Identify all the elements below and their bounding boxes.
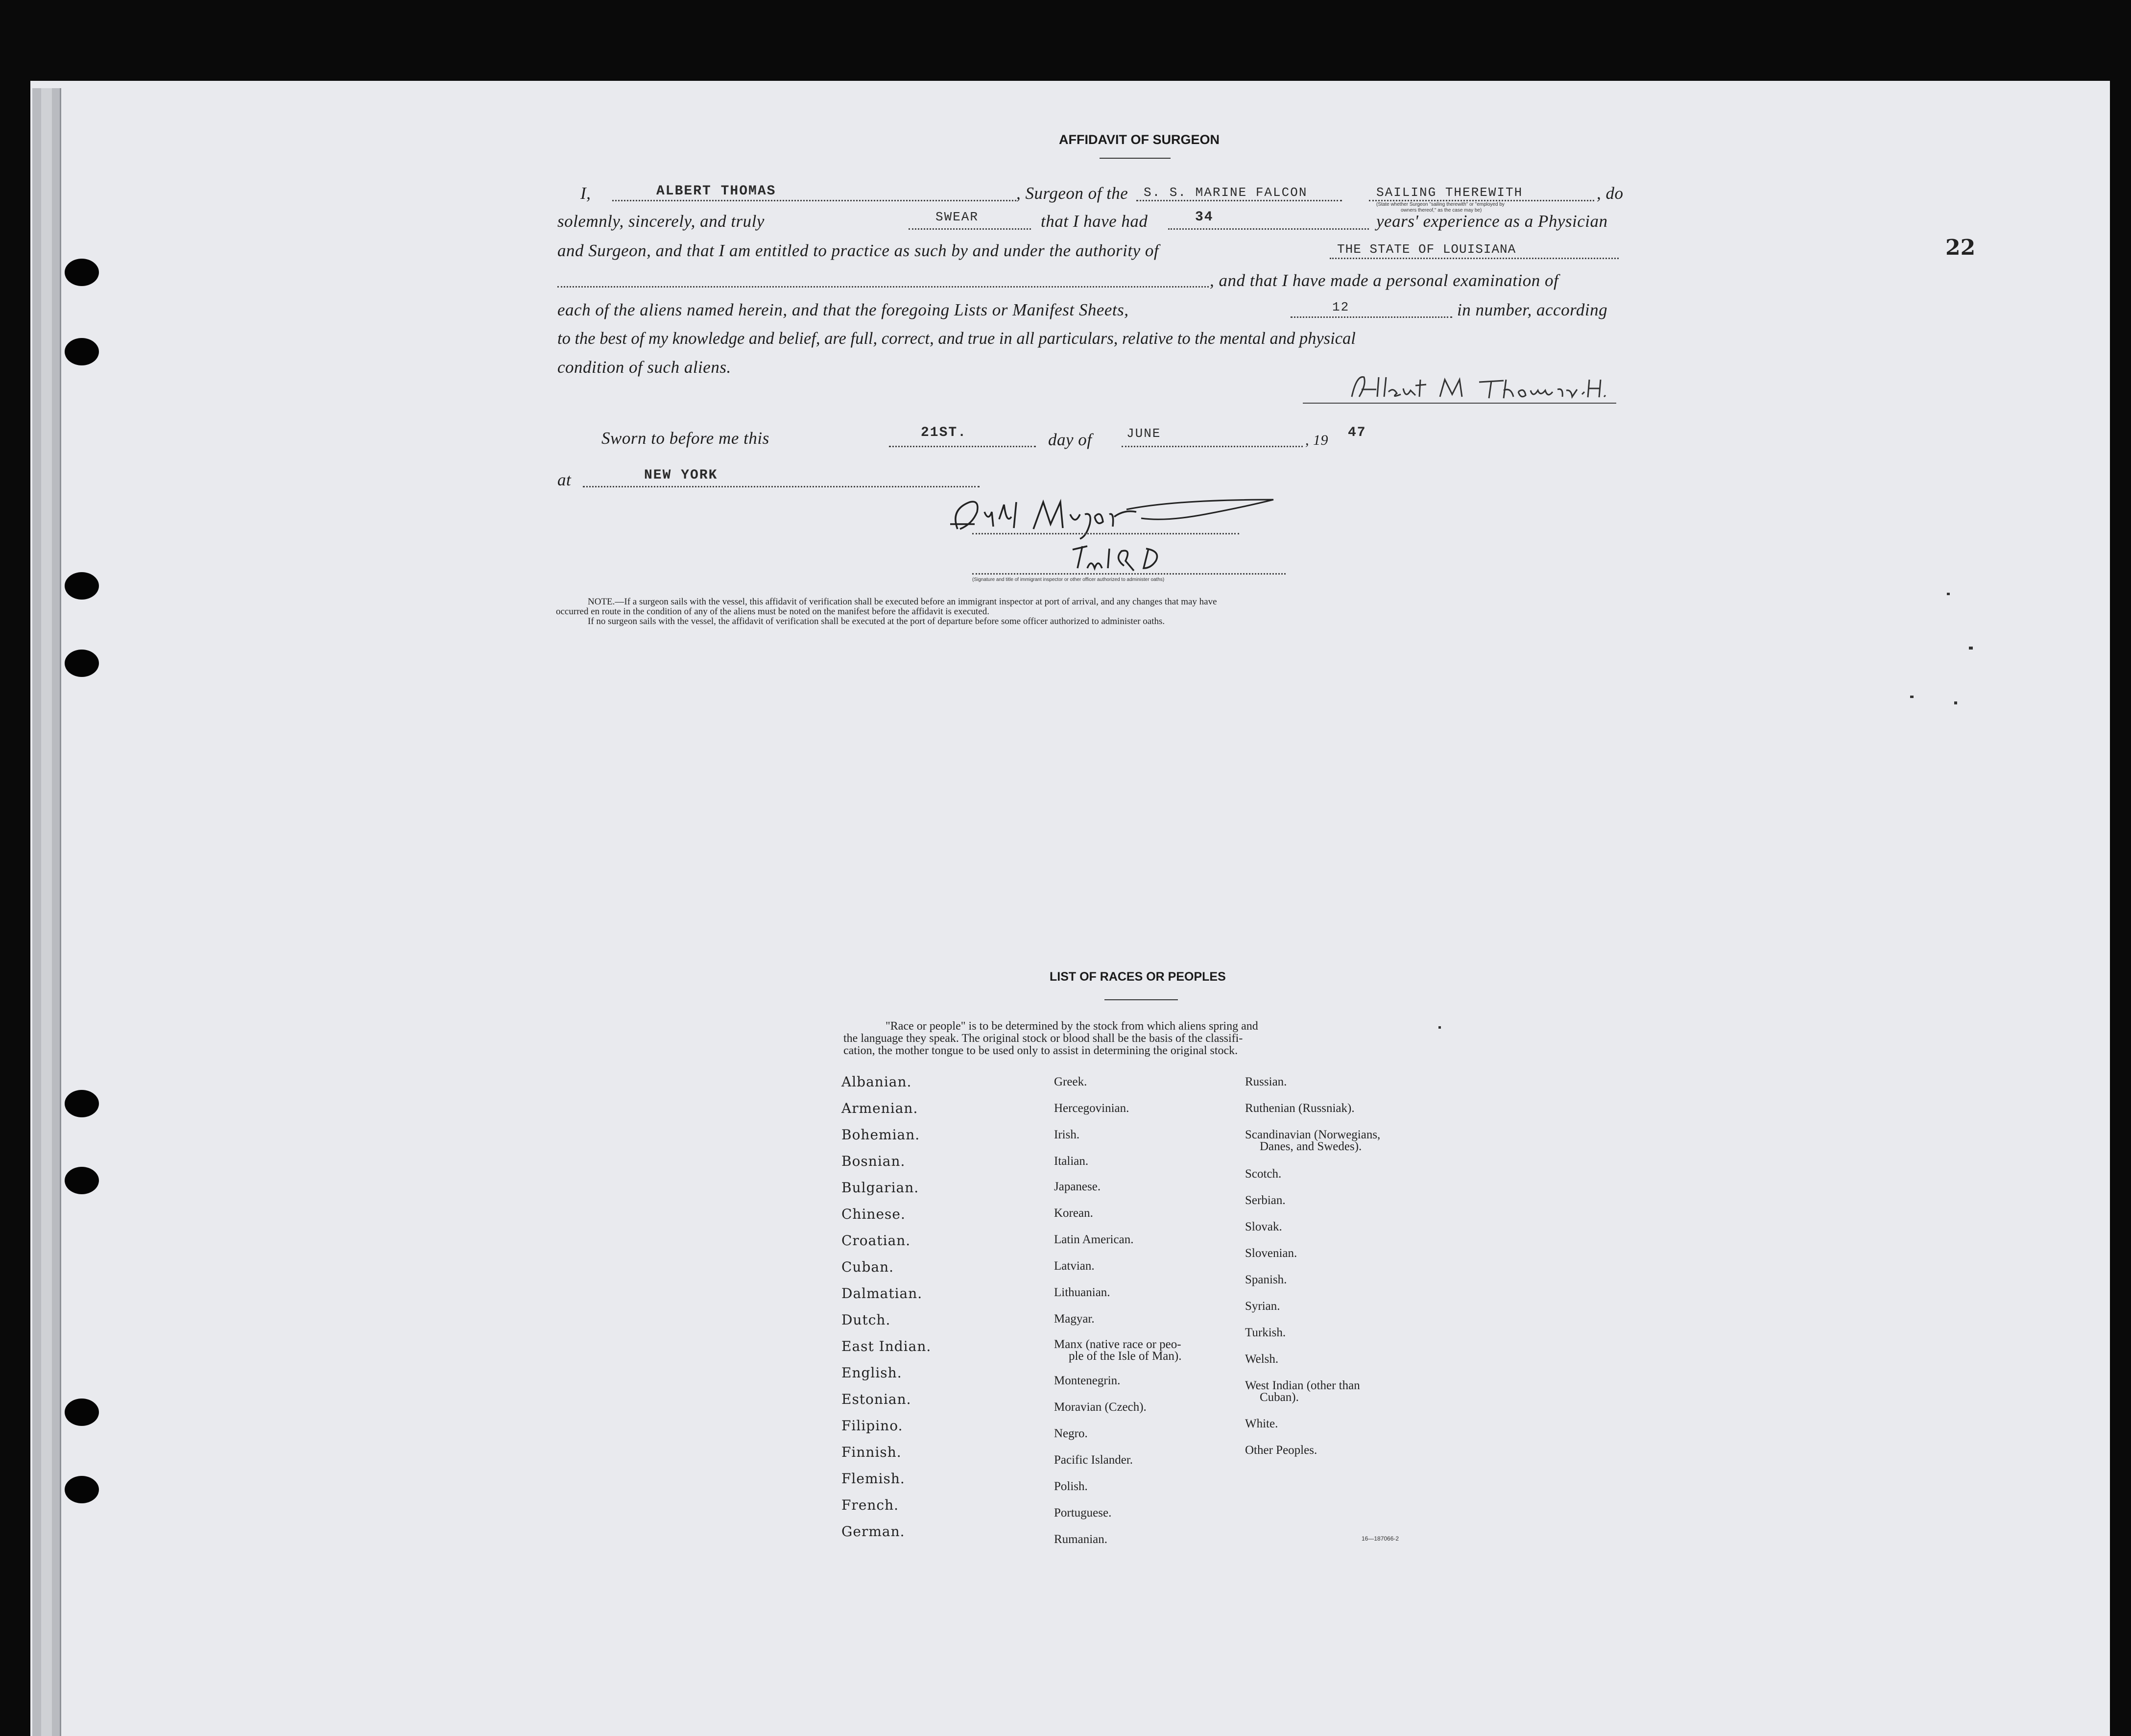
scan-speck — [1954, 701, 1957, 704]
affidavit-line6: to the best of my knowledge and belief, are full, correct, and true in all particulars, relative to the mental and physical — [557, 329, 1356, 348]
vessel-name-line — [1136, 200, 1342, 201]
race-entry: Magyar. — [1054, 1312, 1095, 1326]
race-entry: Greek. — [1054, 1075, 1087, 1088]
affidavit-line3-start: and Surgeon, and that I am entitled to practice as such by and under the authority of — [557, 241, 1159, 260]
scan-speck — [1969, 647, 1973, 650]
race-entry: Italian. — [1054, 1155, 1089, 1168]
note-line-1: NOTE.—If a surgeon sails with the vessel, this affidavit of verification shall be executed before an immigrant inspector at port of arrival, and any changes that may have — [588, 597, 1217, 607]
affidavit-line2-middle: that I have had — [1041, 212, 1148, 231]
affidavit-line1-end: , do — [1597, 184, 1624, 203]
affidavit-line5-start: each of the aliens named herein, and that the foregoing Lists or Manifest Sheets, — [557, 300, 1129, 319]
race-entry: Dutch. — [841, 1312, 891, 1328]
race-entry: Turkish. — [1245, 1326, 1286, 1339]
binder-hole — [65, 650, 99, 677]
title-underline — [1100, 158, 1171, 159]
surgeon-of-label: , Surgeon of the — [1016, 184, 1128, 203]
race-entry: White. — [1245, 1417, 1278, 1430]
sworn-day-line — [889, 446, 1036, 447]
race-entry: Estonian. — [841, 1391, 911, 1407]
race-entry: Ruthenian (Russniak). — [1245, 1102, 1355, 1115]
race-entry: Cuban). — [1260, 1391, 1299, 1404]
race-entry: Flemish. — [841, 1471, 905, 1487]
race-entry: Bulgarian. — [841, 1180, 919, 1196]
place-label: at — [557, 470, 572, 489]
years-experience-line — [1168, 228, 1369, 230]
note-line-2: occurred en route in the condition of any of the aliens must be noted on the manifest before the affidavit is executed. — [556, 606, 989, 617]
years-experience: 34 — [1195, 210, 1214, 225]
race-entry: Irish. — [1054, 1128, 1080, 1141]
races-title-underline — [1104, 999, 1178, 1000]
affidavit-title: AFFIDAVIT OF SURGEON — [1059, 132, 1220, 147]
officer-signature — [931, 490, 1283, 544]
race-entry: Russian. — [1245, 1075, 1287, 1088]
practice-authority-line — [1330, 258, 1619, 259]
race-entry: English. — [841, 1365, 902, 1381]
binder-hole — [65, 1398, 99, 1426]
binder-hole — [65, 338, 99, 365]
race-entry: Hercegovinian. — [1054, 1102, 1129, 1115]
race-entry: Cuban. — [841, 1259, 894, 1275]
race-entry: West Indian (other than — [1245, 1379, 1360, 1392]
race-entry: Other Peoples. — [1245, 1444, 1317, 1457]
race-entry: Armenian. — [841, 1100, 918, 1116]
vessel-name: S. S. MARINE FALCON — [1144, 185, 1308, 200]
manifest-sheet-count-line — [1291, 316, 1452, 318]
race-entry: Japanese. — [1054, 1180, 1101, 1193]
binder-hole — [65, 259, 99, 286]
race-entry: Moravian (Czech). — [1054, 1400, 1147, 1414]
binder-hole — [65, 572, 99, 600]
sworn-year-prefix: , 19 — [1305, 432, 1328, 448]
race-entry: Negro. — [1054, 1427, 1088, 1440]
officer-caption: (Signature and title of immigrant inspector or other officer authorized to administer oaths) — [972, 577, 1165, 582]
race-entry: Polish. — [1054, 1480, 1088, 1493]
race-entry: Chinese. — [841, 1206, 906, 1222]
manifest-sheet-count: 12 — [1332, 300, 1350, 314]
note-line-3: If no surgeon sails with the vessel, the affidavit of verification shall be executed at the port of departure before some officer authorized to administer oaths. — [588, 616, 1165, 627]
surgeon-signature-line — [1303, 403, 1616, 404]
race-entry: Finnish. — [841, 1444, 902, 1460]
race-entry: Rumanian. — [1054, 1533, 1108, 1546]
affidavit-line1-prefix: I, — [580, 184, 591, 203]
race-entry: Slovenian. — [1245, 1247, 1297, 1260]
officer-initials — [1068, 539, 1205, 578]
race-entry: Danes, and Swedes). — [1260, 1140, 1362, 1153]
binding-strip-highlight — [41, 88, 52, 1736]
binder-hole — [65, 1476, 99, 1503]
race-entry: Syrian. — [1245, 1300, 1280, 1313]
race-entry: Bohemian. — [841, 1127, 920, 1143]
race-entry: Portuguese. — [1054, 1506, 1112, 1519]
race-entry: Latvian. — [1054, 1259, 1095, 1273]
affidavit-line2-start: solemnly, sincerely, and truly — [557, 212, 765, 231]
authority-continuation-line — [557, 286, 1209, 288]
affidavit-line5-end: in number, according — [1457, 300, 1608, 319]
surgeon-name-line — [612, 200, 1016, 201]
race-entry: Pacific Islander. — [1054, 1453, 1133, 1467]
races-intro-line-3: cation, the mother tongue to be used only to assist in determining the original stock. — [843, 1044, 1238, 1057]
sworn-day: 21ST. — [921, 425, 967, 440]
race-entry: Spanish. — [1245, 1273, 1287, 1286]
race-entry: Slovak. — [1245, 1220, 1282, 1233]
races-title: LIST OF RACES OR PEOPLES — [1050, 970, 1226, 984]
status-note-1: (State whether Surgeon "sailing therewith" or "employed by — [1376, 202, 1505, 207]
sworn-year: 47 — [1348, 425, 1366, 440]
race-entry: Manx (native race or peo- — [1054, 1338, 1181, 1351]
surgeon-status: SAILING THEREWITH — [1376, 185, 1523, 200]
scan-speck — [1947, 593, 1950, 595]
race-entry: French. — [841, 1497, 899, 1513]
race-entry: Scandinavian (Norwegians, — [1245, 1128, 1381, 1141]
race-entry: Croatian. — [841, 1232, 911, 1249]
officer-title-line — [972, 573, 1286, 575]
affidavit-line7: condition of such aliens. — [557, 358, 731, 377]
scan-speck — [1910, 696, 1914, 698]
form-number: 16—187066-2 — [1362, 1535, 1399, 1542]
race-entry: ple of the Isle of Man). — [1069, 1350, 1182, 1363]
race-entry: Serbian. — [1245, 1194, 1286, 1207]
officer-signature-line — [972, 533, 1239, 534]
race-entry: Albanian. — [841, 1074, 912, 1090]
sworn-day-of-label: day of — [1048, 430, 1092, 449]
page-number: 22 — [1945, 235, 1976, 260]
race-entry: Filipino. — [841, 1418, 903, 1434]
race-entry: Latin American. — [1054, 1233, 1134, 1246]
oath-type-line — [909, 228, 1031, 230]
affidavit-line4-end: , and that I have made a personal examination of — [1210, 271, 1559, 290]
race-entry: Montenegrin. — [1054, 1374, 1121, 1387]
binder-hole — [65, 1167, 99, 1194]
sworn-label: Sworn to before me this — [601, 429, 769, 448]
race-entry: Welsh. — [1245, 1352, 1279, 1366]
sworn-month: JUNE — [1126, 426, 1161, 441]
race-entry: Scotch. — [1245, 1167, 1282, 1181]
sworn-place-line — [583, 486, 980, 487]
race-entry: East Indian. — [841, 1338, 932, 1354]
race-entry: German. — [841, 1523, 905, 1540]
practice-authority: THE STATE OF LOUISIANA — [1337, 242, 1516, 257]
race-entry: Bosnian. — [841, 1153, 906, 1169]
races-intro-line-1: "Race or people" is to be determined by the stock from which aliens spring and — [886, 1020, 1258, 1033]
status-note-2: owners thereof," as the case may be) — [1401, 208, 1482, 213]
sworn-month-line — [1122, 446, 1303, 447]
race-entry: Dalmatian. — [841, 1285, 923, 1302]
sworn-place: NEW YORK — [644, 468, 718, 483]
surgeon-name: ALBERT THOMAS — [656, 184, 776, 199]
affidavit-line2-end: years' experience as a Physician — [1376, 212, 1608, 231]
race-entry: Lithuanian. — [1054, 1286, 1110, 1299]
surgeon-status-line — [1369, 200, 1594, 201]
race-entry: Korean. — [1054, 1206, 1093, 1220]
binder-hole — [65, 1090, 99, 1117]
scan-speck — [1438, 1026, 1441, 1029]
races-intro-line-2: the language they speak. The original stock or blood shall be the basis of the classifi- — [843, 1032, 1243, 1045]
oath-type: SWEAR — [935, 210, 979, 224]
